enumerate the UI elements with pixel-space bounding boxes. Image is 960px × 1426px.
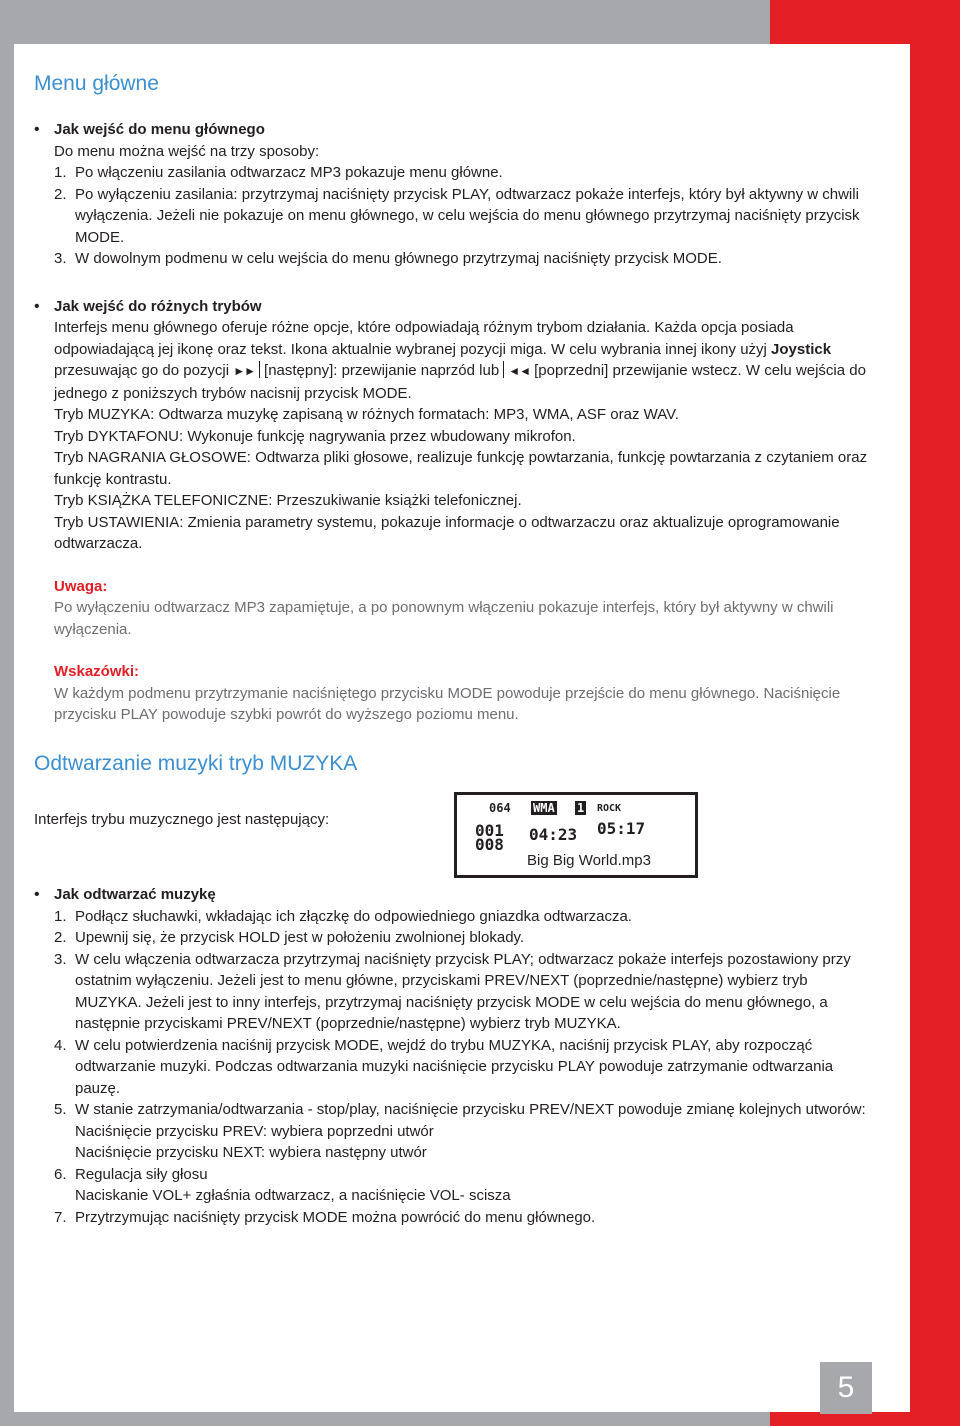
mode-phonebook: Tryb KSIĄŻKA TELEFONICZNE: Przeszukiwanie książki telefonicznej. (54, 492, 522, 509)
rewind-icon: ◄◄ (508, 364, 530, 378)
section-title-music: Odtwarzanie muzyki tryb MUZYKA (34, 751, 358, 775)
lcd-elapsed-time: 04:23 (529, 825, 578, 844)
tips-box (34, 661, 874, 726)
item-text: W celu potwierdzenia naciśnij przycisk MODE, wejdź do trybu MUZYKA, naciśnij przycisk PLAY, aby rozpocząć odtwarzanie muzyki. Podczas odtwarzania muzyki naciśnięcie przycisku PLAY powoduje zatrzymanie odtwarzania pauzę. (75, 1036, 834, 1097)
modes-paragraph (54, 317, 874, 404)
interface-label: Interfejs trybu muzycznego jest następujący: (34, 810, 330, 828)
item-number: 3. (54, 950, 67, 968)
list-item (54, 949, 874, 1035)
item-number: 5. (54, 1101, 67, 1118)
text-span: [poprzedni] przewijanie wstecz. W celu wejścia do jednego z poniższych trybów nacisnij przycisk MODE. (54, 362, 866, 402)
list-item (54, 906, 874, 928)
note-box (34, 576, 874, 641)
item-number: 1. (54, 164, 67, 181)
list-item (54, 1164, 874, 1207)
sub-item-volume: Naciskanie VOL+ zgłaśnia odtwarzacz, a naciśnięcie VOL- scisza (75, 1187, 511, 1204)
joystick-label: Joystick (771, 340, 832, 358)
item-text: Podłącz słuchawki, wkładając ich złączkę do odpowiedniego gniazdka odtwarzacza. (75, 907, 632, 925)
lcd-repeat-icon: 1 (577, 801, 585, 815)
red-corner-bottom (770, 1412, 960, 1426)
page-content (34, 70, 874, 1228)
lcd-total-tracks: 008 (475, 835, 504, 854)
fast-forward-icon: ►► (233, 364, 256, 378)
lcd-duration: 05:17 (597, 819, 646, 838)
bullet-enter-modes (34, 296, 874, 555)
item-text: W celu włączenia odtwarzacza przytrzymaj naciśnięty przycisk PLAY; odtwarzacz pokaże interfejs pozostawiony przy ostatnim wyłączeniu. Jeżeli jest to menu główne, przyciskami PREV/NEXT (poprzednie/następne) wybierz tryb MUZYKA. Jeżeli jest to inny interfejs, przytrzymaj naciśnięty przycisk MODE w celu wejścia do menu głównego, a następnie przyciskami PREV/NEXT (poprzednie/następne) wybierz tryb MUZYKA. (75, 950, 851, 1032)
item-number: 2. (54, 929, 67, 946)
separator-bar (503, 361, 504, 378)
lcd-track-number: 001 (475, 821, 504, 840)
item-text: Upewnij się, że przycisk HOLD jest w położeniu zwolnionej blokady. (75, 929, 525, 946)
sub-item-next: Naciśnięcie przycisku NEXT: wybiera następny utwór (75, 1144, 427, 1161)
list-item (54, 184, 874, 249)
list-item (54, 927, 874, 949)
item-text: Po włączeniu zasilania odtwarzacz MP3 pokazuje menu główne. (75, 164, 503, 181)
intro-text: Do menu można wejść na trzy sposoby: (54, 142, 320, 160)
frame-bottom (0, 1412, 770, 1426)
section-title-menu: Menu główne (34, 72, 159, 95)
tips-text: W każdym podmenu przytrzymanie naciśniętego przycisku MODE powoduje przejście do menu głównego. Naciśnięcie przycisku PLAY powoduje szybki powrót do wyższego poziomu menu. (54, 684, 841, 723)
list-item (54, 1099, 874, 1164)
note-title: Uwaga: (54, 577, 108, 595)
list-item (54, 1035, 874, 1100)
mode-music: Tryb MUZYKA: Odtwarza muzykę zapisaną w różnych formatach: MP3, WMA, ASF oraz WAV. (54, 406, 679, 423)
heading-enter-modes: • Jak wejść do różnych trybów (54, 297, 262, 315)
heading-enter-main-menu: • Jak wejść do menu głównego (54, 121, 265, 138)
lcd-track-count: 064 (489, 801, 511, 815)
text-span: [następny]: przewijanie naprzód lub (264, 362, 500, 379)
lcd-music-screen (454, 792, 698, 878)
tips-title: Wskazówki: (54, 663, 140, 680)
mode-dictaphone: Tryb DYKTAFONU: Wykonuje funkcję nagrywania przez wbudowany mikrofon. (54, 427, 576, 445)
item-number: 2. (54, 185, 67, 203)
item-number: 7. (54, 1208, 67, 1226)
red-side-bar (910, 0, 960, 1426)
list-item (54, 162, 874, 184)
bullet-play-music (34, 884, 874, 1228)
item-text: W dowolnym podmenu w celu wejścia do menu głównego przytrzymaj naciśnięty przycisk MODE. (75, 250, 722, 267)
separator-bar (259, 361, 260, 378)
mode-voice: Tryb NAGRANIA GŁOSOWE: Odtwarza pliki głosowe, realizuje funkcję powtarzania, funkcję powtarzania z czytaniem oraz funkcję kontrastu. (54, 449, 868, 488)
item-text: Regulacja siły głosu (75, 1165, 208, 1183)
sub-item-prev: Naciśnięcie przycisku PREV: wybiera poprzedni utwór (75, 1122, 434, 1140)
note-text: Po wyłączeniu odtwarzacz MP3 zapamiętuje, a po ponownym włączeniu pokazuje interfejs, który był aktywny w chwili wyłączenia. (54, 599, 834, 638)
mode-settings: Tryb USTAWIENIA: Zmienia parametry systemu, pokazuje informacje o odtwarzaczu oraz aktualizuje oprogramowanie odtwarzacza. (54, 513, 840, 552)
lcd-song-title: Big Big World.mp3 (527, 852, 651, 869)
item-text: Po wyłączeniu zasilania: przytrzymaj naciśnięty przycisk PLAY, odtwarzacz pokaże interfejs, który był aktywny w chwili wyłączenia. Jeżeli nie pokazuje on menu głównego, w celu wejścia do menu głównego przytrzymaj naciśnięty przycisk MODE. (75, 185, 860, 246)
lcd-format-badge: WMA (533, 801, 555, 815)
page-number: 5 (820, 1362, 872, 1414)
text-span: przesuwając go do pozycji (54, 362, 234, 379)
list-item (54, 1207, 874, 1229)
heading-play-music: • Jak odtwarzać muzykę (54, 886, 216, 903)
item-text: Przytrzymując naciśnięty przycisk MODE można powrócić do menu głównego. (75, 1208, 596, 1226)
list-item (54, 248, 874, 270)
text-span: Interfejs menu głównego oferuje różne opcje, które odpowiadają różnym trybom działania. Każda opcja posiada odpowiadającą jej ikonę oraz tekst. Ikona aktualnie wybranej pozycji miga. W celu wybrania innej ikony użyj (54, 319, 794, 358)
item-number: 6. (54, 1165, 67, 1183)
item-number: 4. (54, 1036, 67, 1054)
item-text: W stanie zatrzymania/odtwarzania - stop/play, naciśnięcie przycisku PREV/NEXT powoduje zmianę kolejnych utworów: (75, 1101, 866, 1118)
item-number: 3. (54, 250, 67, 267)
bullet-enter-main-menu (34, 119, 874, 270)
frame-top (0, 0, 770, 44)
item-number: 1. (54, 907, 67, 925)
lcd-genre: ROCK (597, 803, 622, 814)
frame-left (0, 0, 14, 1426)
